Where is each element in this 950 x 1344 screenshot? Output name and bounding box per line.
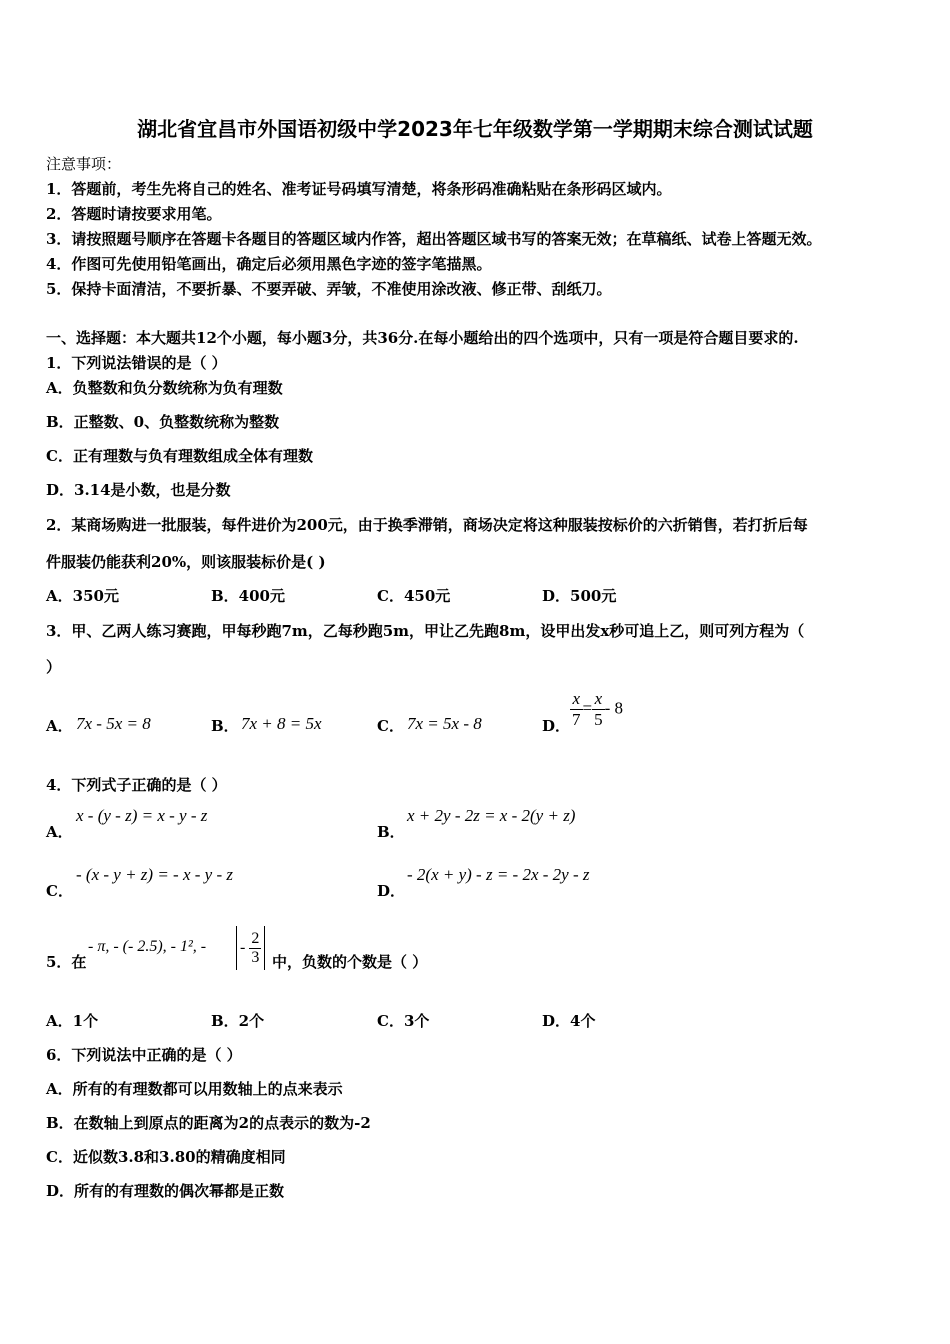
q3-option-b-expr: 7x + 8 = 5x xyxy=(241,714,322,733)
q4-option-b-expr: x + 2y - 2z = x - 2(y + z) xyxy=(407,806,576,825)
q1-option-b: B．正整数、0、负整数统称为整数 xyxy=(46,413,280,431)
notice-heading: 注意事项： xyxy=(46,155,122,173)
q6-option-d: D．所有的有理数的偶次幂都是正数 xyxy=(46,1182,285,1200)
q4-option-a-label: A． xyxy=(46,823,73,841)
q2-stem-line1: 2．某商场购进一批服装，每件进价为200元，由于换季滞销，商场决定将这种服装按标价的六折销售，若打折后每 xyxy=(46,516,808,534)
q5-option-b: B．2个 xyxy=(211,1012,265,1030)
fraction: $\frac{2}{3}$ xyxy=(251,929,260,966)
q1-option-a: A．负整数和负分数统称为负有理数 xyxy=(46,379,283,397)
notice-item: 1．答题前，考生先将自己的姓名、准考证号码填写清楚，将条形码准确粘贴在条形码区域内。 xyxy=(46,180,672,198)
q2-option-d: D．500元 xyxy=(542,587,617,605)
q1-stem: 1．下列说法错误的是（ ） xyxy=(46,354,227,372)
q5-option-c: C．3个 xyxy=(377,1012,430,1030)
notice-item: 5．保持卡面清洁，不要折暴、不要弄破、弄皱，不准使用涂改液、修正带、刮纸刀。 xyxy=(46,280,612,298)
q1-option-d: D．3.14是小数，也是分数 xyxy=(46,481,231,499)
q3-option-d-label: D． xyxy=(542,717,571,735)
q5-absolute-value: - $\frac{2}{3}$ xyxy=(236,926,265,970)
q6-option-a: A．所有的有理数都可以用数轴上的点来表示 xyxy=(46,1080,343,1098)
page-title: 湖北省宜昌市外国语初级中学2023年七年级数学第一学期期末综合测试试题 xyxy=(137,117,813,141)
q3-option-d-expr: $\frac{x}{7}$ = $\frac{x}{5}$ - 8 xyxy=(572,689,624,729)
fraction: $\frac{x}{5}$ xyxy=(594,689,603,729)
q3-option-a-expr: 7x - 5x = 8 xyxy=(76,714,151,733)
q5-prefix: 5．在 xyxy=(46,953,87,971)
q3-stem-line2: ） xyxy=(46,658,62,676)
q3-stem-line1: 3．甲、乙两人练习赛跑，甲每秒跑7m，乙每秒跑5m，甲让乙先跑8m，设甲出发x秒可追上乙，则可列方程为（ xyxy=(46,622,805,640)
q4-stem: 4．下列式子正确的是（ ） xyxy=(46,776,227,794)
q2-option-a: A．350元 xyxy=(46,587,119,605)
q3-option-a-label: A． xyxy=(46,717,73,735)
notice-item: 2．答题时请按要求用笔。 xyxy=(46,205,222,223)
q5-expression: - π, - (- 2.5), - 1², - xyxy=(88,938,207,955)
q2-option-c: C．450元 xyxy=(377,587,451,605)
q6-option-b: B．在数轴上到原点的距离为2的点表示的数为-2 xyxy=(46,1114,371,1132)
q4-option-a-expr: x - (y - z) = x - y - z xyxy=(76,806,208,825)
q4-option-c-label: C． xyxy=(46,882,73,900)
q3-option-c-expr: 7x = 5x - 8 xyxy=(407,714,482,733)
q3-option-b-label: B． xyxy=(211,717,239,735)
q5-option-a: A．1个 xyxy=(46,1012,99,1030)
q1-option-c: C．正有理数与负有理数组成全体有理数 xyxy=(46,447,313,465)
notice-item: 4．作图可先使用铅笔画出，确定后必须用黑色字迹的签字笔描黑。 xyxy=(46,255,492,273)
fraction: $\frac{x}{7}$ xyxy=(572,689,581,729)
q4-option-b-label: B． xyxy=(377,823,405,841)
q2-option-b: B．400元 xyxy=(211,587,285,605)
q5-option-d: D．4个 xyxy=(542,1012,596,1030)
q2-stem-line2: 件服装仍能获利20%，则该服装标价是( ) xyxy=(46,553,326,571)
q3-option-c-label: C． xyxy=(377,717,404,735)
q4-option-c-expr: - (x - y + z) = - x - y - z xyxy=(76,865,233,884)
notice-item: 3．请按照题号顺序在答题卡各题目的答题区域内作答，超出答题区域书写的答案无效；在草稿纸、试卷上答题无效。 xyxy=(46,230,822,248)
q4-option-d-label: D． xyxy=(377,882,406,900)
q5-suffix: 中，负数的个数是（ ） xyxy=(272,953,428,971)
section-heading: 一、选择题：本大题共12个小题，每小题3分，共36分.在每小题给出的四个选项中，只有一项是符合题目要求的. xyxy=(46,329,799,347)
q4-option-d-expr: - 2(x + y) - z = - 2x - 2y - z xyxy=(407,865,590,884)
q6-stem: 6．下列说法中正确的是（ ） xyxy=(46,1046,242,1064)
q6-option-c: C．近似数3.8和3.80的精确度相同 xyxy=(46,1148,286,1166)
